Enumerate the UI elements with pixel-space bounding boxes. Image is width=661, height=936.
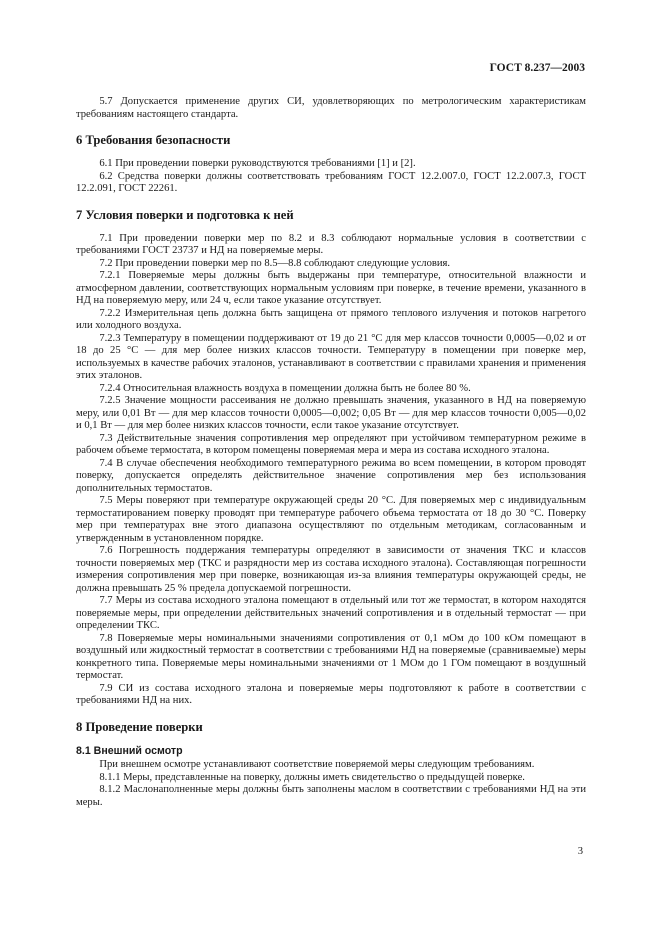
paragraph-7-1: 7.1 При проведении поверки мер по 8.2 и 8.3 соблюдают нормальные условия в соответствии с требованиями ГОСТ 23737 и НД на поверяемые меры. — [76, 232, 586, 256]
paragraph-7-5: 7.5 Меры поверяют при температуре окружающей среды 20 °С. Для поверяемых мер с индивидуальным термостатированием поверку проводят при температуре рабочего объема термостата от 18 до 30 °С. Поверку мер при температурах вне этого диапазона осуществляют по отдельным методикам, согласованным и утвержденным в установленном порядке. — [76, 495, 586, 544]
paragraph-7-6: 7.6 Погрешность поддержания температуры определяют в зависимости от значения ТКС и классов точности поверяемых мер (ТКС и разрядности мер из состава исходного эталона). Составляющая погрешности измерения сопротивления мер при поверке, возникающая из-за влияния температуры окружающей среды, не должна превышать 25 % предела допускаемой погрешности. — [76, 545, 586, 594]
paragraph-7-4: 7.4 В случае обеспечения необходимого температурного режима во всем помещении, в котором проводят поверку, допускается определять действительное значение сопротивления мер без использования дополнительных термостатов. — [76, 457, 586, 494]
paragraph-7-2-1: 7.2.1 Поверяемые меры должны быть выдержаны при температуре, относительной влажности и атмосферном давлении, соответствующих нормальным условиям при поверке, в течение времени, указанного в НД на поверяемую меру, или 24 ч, если такое указание отсутствует. — [76, 270, 586, 306]
subsection-heading-8-1: 8.1 Внешний осмотр — [76, 744, 183, 757]
document-body — [76, 96, 586, 809]
section-heading-7: 7 Условия поверки и подготовка к ней — [76, 207, 294, 222]
paragraph-7-3: 7.3 Действительные значения сопротивления мер определяют при устойчивом температурном режиме в рабочем объеме термостата, в котором помещены поверяемая мера и мера из состава исходного эталона. — [76, 432, 586, 456]
section-heading-6: 6 Требования безопасности — [76, 133, 231, 147]
paragraph-6-1: 6.1 При проведении поверки руководствуются требованиями [1] и [2]. — [99, 158, 416, 169]
section-heading-8: 8 Проведение поверки — [76, 719, 203, 734]
paragraph-7-8: 7.8 Поверяемые меры номинальными значениями сопротивления от 0,1 мОм до 100 кОм помещают в воздушный или жидкостный термостат в соответствии с требованиями НД на поверяемые (сравниваемые) меры конкретного типа. Поверяемые меры номинальными значениями от 1 МОм до 1 ГОм помещают в воздушный термостат. — [76, 632, 586, 681]
paragraph-7-7: 7.7 Меры из состава исходного эталона помещают в отдельный или тот же термостат, в котором находятся поверяемые меры, при определении действительных значений сопротивления и в отдельный термостат — при определении ТКС. — [76, 595, 586, 631]
paragraph-7-2-3: 7.2.3 Температуру в помещении поддерживают от 19 до 21 °С для мер классов точности 0,0005—0,02 и от 18 до 25 °С — для мер более низких классов точности. Температуру в помещении при поверке мер, используемых в качестве рабочих эталонов, устанавливают в соответствии с правилами хранения и применения этих эталонов. — [76, 332, 586, 381]
paragraph-7-2-5: 7.2.5 Значение мощности рассеивания не должно превышать значения, указанного в НД на поверяемую меру, или 0,01 Вт — для мер классов точности 0,0005—0,002; 0,05 Вт — для мер классов точности 0,005—0,02 и 0,1 Вт — для мер более низких классов точности, если такое указание отсутствует. — [76, 395, 586, 431]
paragraph-8-1-1: 8.1.1 Меры, представленные на поверку, должны иметь свидетельство о предыдущей поверке. — [99, 771, 525, 783]
paragraph-5-7: 5.7 Допускается применение других СИ, удовлетворяющих по метрологическим характеристикам требованиям настоящего стандарта. — [76, 96, 586, 120]
paragraph-7-9: 7.9 СИ из состава исходного эталона и поверяемые меры подготовляют к работе в соответствии с требованиями НД на них. — [76, 682, 586, 706]
paragraph-7-2: 7.2 При проведении поверки мер по 8.5—8.8 соблюдают следующие условия. — [99, 257, 451, 269]
page-number: 3 — [577, 846, 583, 857]
paragraph-8-1-2: 8.1.2 Маслонаполненные меры должны быть заполнены маслом в соответствии с требованиями НД на эти меры. — [76, 784, 586, 808]
paragraph-8-1-intro: При внешнем осмотре устанавливают соответствие поверяемой меры следующим требованиям. — [99, 759, 535, 770]
document-header: ГОСТ 8.237—2003 — [489, 62, 585, 74]
paragraph-7-2-2: 7.2.2 Измерительная цепь должна быть защищена от прямого теплового излучения и потоков нагретого или холодного воздуха. — [76, 307, 586, 331]
paragraph-7-2-4: 7.2.4 Относительная влажность воздуха в помещении должна быть не более 80 %. — [99, 382, 471, 394]
paragraph-6-2: 6.2 Средства поверки должны соответствовать требованиям ГОСТ 12.2.007.0, ГОСТ 12.2.007.3, ГОСТ 12.2.091, ГОСТ 22261. — [76, 170, 586, 194]
